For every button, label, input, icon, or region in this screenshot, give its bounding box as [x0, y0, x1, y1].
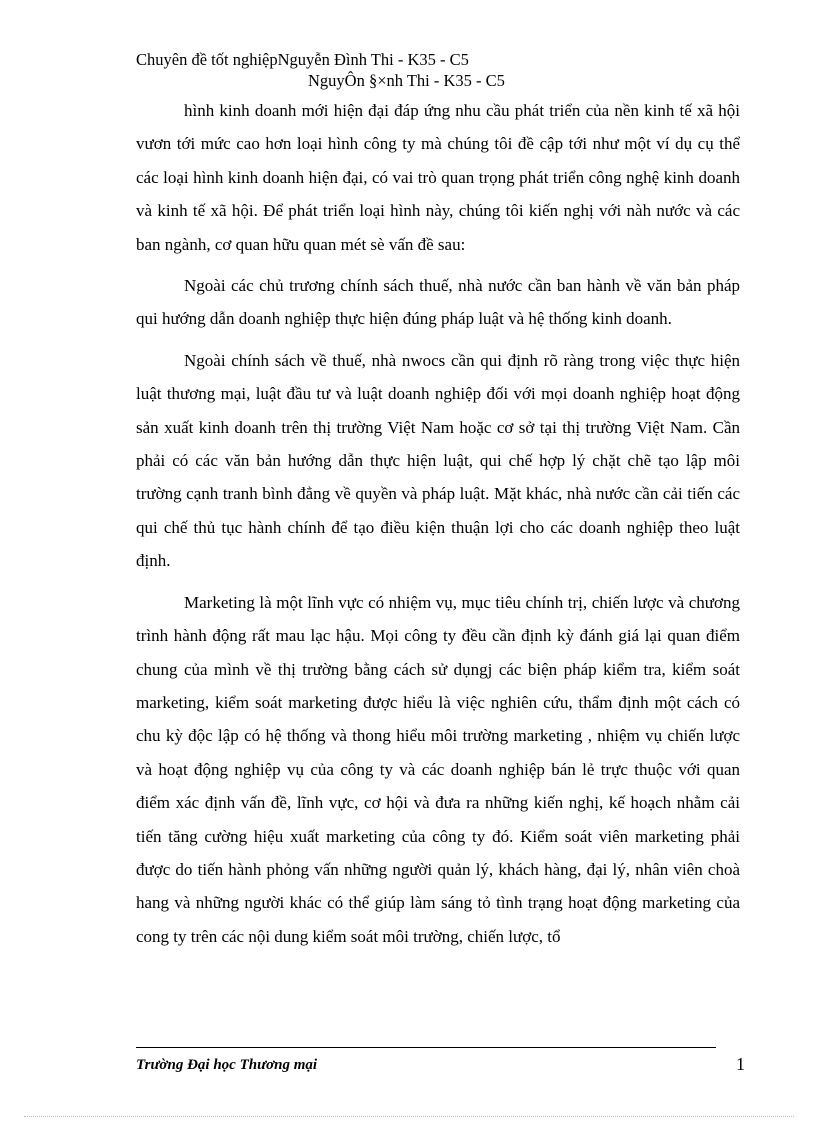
paragraph: hình kinh doanh mới hiện đại đáp ứng nhu cầu phát triển của nền kinh tế xã hội vươn tới mức cao hơn loại hình công ty mà chúng tôi đề cập tới như một ví dụ cụ thể các loại hình kinh doanh hiện đại, có vai trò quan trọng phát triển công nghệ kinh doanh và kinh tế xã hội. Để phát triển loại hình này, chúng tôi kiến nghị với nàh nước và các ban ngành, cơ quan hữu quan mét sè vấn đề sau: [136, 101, 740, 254]
page-number: 1 [736, 1054, 745, 1074]
paragraph: Ngoài các chủ trương chính sách thuế, nhà nước cần ban hành về văn bản pháp qui hướng dẫn doanh nghiệp thực hiện đúng pháp luật và hệ thống kinh doanh. [136, 276, 740, 329]
footer-school: Trường Đại học Thương mại [136, 1057, 318, 1073]
page-header-line2: NguyÔn §×nh Thi - K35 - C5 [308, 71, 505, 90]
paragraph: Marketing là một lĩnh vực có nhiệm vụ, mục tiêu chính trị, chiến lược và chương trình hành động rất mau lạc hậu. Mọi công ty đều cần định kỳ đánh giá lại quan điểm chung của mình về thị trường bằng cách sử dụngj các biện pháp kiểm tra, kiểm soát marketing, kiểm soát marketing được hiểu là việc nghiên cứu, thẩm định một cách có chu kỳ độc lập có hệ thống và thong hiểu môi trường marketing , nhiệm vụ chiến lược và hoạt động nghiệp vụ của công ty và các doanh nghiệp bán lẻ trực thuộc với quan điểm xác định vấn đề, lĩnh vực, cơ hội và đưa ra những kiến nghị, kế hoạch nhằm cải tiến tăng cường hiệu xuất marketing của công ty đó. Kiểm soát viên marketing phải được do tiến hành phỏng vấn những người quản lý, khách hàng, đại lý, nhân viên choà hang và những người khác có thể giúp làm sáng tỏ tình trạng hoạt động marketing của cong ty trên các nội dung kiểm soát môi trường, chiến lược, tổ [136, 592, 740, 946]
paragraph: Ngoài chính sách về thuế, nhà nwocs cần qui định rõ ràng trong việc thực hiện luật thương mại, luật đầu tư và luật doanh nghiệp đối với mọi doanh nghiệp hoạt động sản xuất kinh doanh trên thị trường Việt Nam hoặc cơ sở tại thị trường Việt Nam. Cần phải có các văn bản hướng dẫn thực hiện luật, qui chế hợp lý chặt chẽ tạo lập môi trường cạnh tranh bình đẳng về quyền và pháp luật. Mặt khác, nhà nước cần cải tiến các qui chế thủ tục hành chính để tạo điều kiện thuận lợi cho các doanh nghiệp theo luật định. [136, 350, 740, 571]
page-header-line1: Chuyên đề tốt nghiệpNguyễn Đình Thi - K35 - C5 [136, 50, 469, 69]
page-bottom-divider [24, 1116, 794, 1117]
footer-divider [136, 1047, 716, 1048]
document-body [136, 94, 740, 961]
